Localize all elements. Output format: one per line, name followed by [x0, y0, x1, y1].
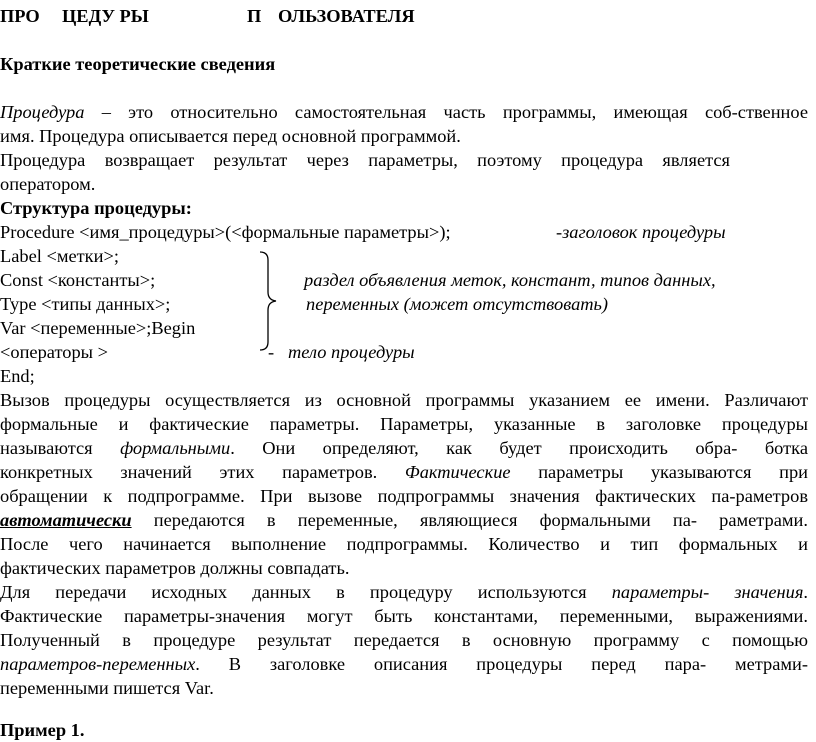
body-p2-line-1-a: Для передачи исходных данных в процедуру используются	[0, 582, 612, 602]
body-comment-dash: -	[268, 342, 275, 362]
intro-line-1	[0, 100, 808, 124]
structure-heading: Структура процедуры:	[0, 198, 192, 218]
body-p1-line-4	[0, 460, 808, 484]
body-p2-line-4-b: . В заголовке описания процедуры перед пара- метрами-	[195, 654, 808, 674]
body-p2-line-2: Фактические параметры-значения могут быть константами, переменными, выражениями.	[0, 606, 808, 626]
page-title-part-1: ПРО	[0, 6, 40, 26]
section-heading: Краткие теоретические сведения	[0, 54, 276, 74]
declaration-comment-line-2: переменных (может отсутствовать)	[306, 294, 609, 314]
body-p1-line-7: После чего начинается выполнение подпрограммы. Количество и тип формальных и	[0, 534, 808, 554]
body-p2-line-3: Полученный в процедуре результат передается в основную программу с помощью	[0, 630, 808, 650]
code-var-line: Var <переменные>;Begin	[0, 318, 196, 338]
declaration-brace	[258, 250, 278, 352]
body-p1-line-3	[0, 436, 808, 460]
body-p1-line-2: формальные и фактические параметры. Параметры, указанные в заголовке процедуры	[0, 414, 808, 434]
code-end-line: End;	[0, 366, 35, 386]
intro-line-3: Процедура возвращает результат через параметры, поэтому процедура является	[0, 150, 730, 170]
page-title-part-4: ОЛЬЗОВАТЕЛЯ	[278, 6, 415, 26]
intro-line-2: имя. Процедура описывается перед основной программой.	[0, 126, 461, 146]
term-actual: Фактические	[404, 462, 511, 482]
code-const-line: Const <константы>;	[0, 270, 156, 290]
body-p1-line-6-b: передаются в переменные, являющиеся формальными па- раметрами.	[131, 510, 808, 530]
intro-line-1-text: – это относительно самостоятельная часть программы, имеющая соб-ственное	[84, 102, 808, 122]
body-p1-line-1: Вызов процедуры осуществляется из основной программы указанием ее имени. Различают	[0, 390, 808, 410]
intro-term: Процедура	[0, 102, 85, 122]
page-title-part-3: П	[247, 6, 262, 26]
body-p1-line-5: обращении к подпрограмме. При вызове подпрограммы значения фактических па-раметров	[0, 486, 808, 506]
code-header-comment: -заголовок процедуры	[556, 222, 726, 242]
term-var-params: параметров-переменных	[0, 654, 196, 674]
body-p1-line-3-a: называются	[0, 438, 121, 458]
page-title-part-2: ЦЕДУ РЫ	[62, 6, 149, 26]
body-p2-line-5: переменными пишется Var.	[0, 678, 214, 698]
body-p1-line-4-a: конкретных значений этих параметров.	[0, 462, 405, 482]
body-p2-line-1	[0, 580, 808, 604]
body-comment: тело процедуры	[288, 342, 415, 362]
body-p1-line-3-b: . Они определяют, как будет происходить обра- ботка	[230, 438, 808, 458]
body-p2-line-1-b: .	[803, 582, 808, 602]
example-heading: Пример 1.	[0, 720, 85, 740]
term-value-params: параметры- значения	[611, 582, 804, 602]
body-p2-line-4	[0, 652, 808, 676]
body-p1-line-6	[0, 508, 808, 532]
body-p1-line-8: фактических параметров должны совпадать.	[0, 558, 350, 578]
code-label-line: Label <метки>;	[0, 246, 119, 266]
declaration-comment-line-1: раздел объявления меток, констант, типов данных,	[304, 270, 716, 290]
term-formal: формальными	[120, 438, 231, 458]
body-p1-line-4-b: параметры указываются при	[510, 462, 808, 482]
code-type-line: Type <типы данных>;	[0, 294, 171, 314]
code-procedure-header: Procedure <имя_процедуры>(<формальные параметры>);	[0, 222, 451, 242]
intro-line-4: оператором.	[0, 174, 96, 194]
term-automatically: автоматически	[0, 510, 132, 530]
code-operators-line: <операторы >	[0, 342, 108, 362]
